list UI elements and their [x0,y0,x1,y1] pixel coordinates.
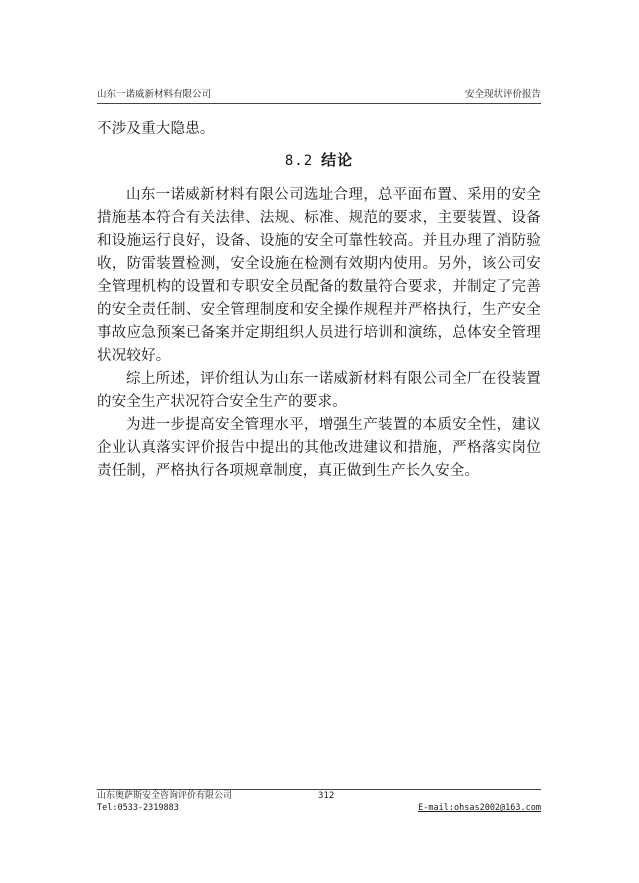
footer-email: E-mail:ohsas2002@163.com [418,803,541,813]
section-title: 结论 [321,151,354,169]
header-company-name: 山东一诺威新材料有限公司 [97,89,212,100]
lead-sentence: 不涉及重大隐患。 [97,121,215,137]
page-number: 312 [318,791,335,801]
footer-telephone: Tel:0533-2319883 [97,803,179,813]
section-number: 8.2 [284,153,314,169]
page-content [97,118,541,483]
page-header [97,88,541,102]
header-report-title: 安全现状评价报告 [464,89,541,100]
paragraph-3: 为进一步提高安全管理水平，增强生产装置的本质安全性，建议企业认真落实评价报告中提出的其他改进建议和措施，严格落实岗位责任制，严格执行各项规章制度，真正做到生产长久安全。 [97,417,541,479]
paragraph-1: 山东一诺威新材料有限公司选址合理，总平面布置、采用的安全措施基本符合有关法律、法规、标准、规范的要求，主要装置、设备和设施运行良好，设备、设施的安全可靠性较高。并且办理了消防验收，防雷装置检测，安全设施在检测有效期内使用。另外，该公司安全管理机构的设置和专职安全员配备的数量符合要求，并制定了完善的安全责任制、安全管理制度和安全操作规程并严格执行，生产安全事故应急预案已备案并定期组织人员进行培训和演练，总体安全管理状况较好。 [97,187,541,364]
section-heading [97,149,541,172]
header-divider [97,103,541,104]
paragraph-2: 综上所述，评价组认为山东一诺威新材料有限公司全厂在役装置的安全生产状况符合安全生产的要求。 [97,371,541,410]
page-footer [97,790,541,818]
footer-company-name: 山东奥萨斯安全咨询评价有限公司 [97,791,233,801]
